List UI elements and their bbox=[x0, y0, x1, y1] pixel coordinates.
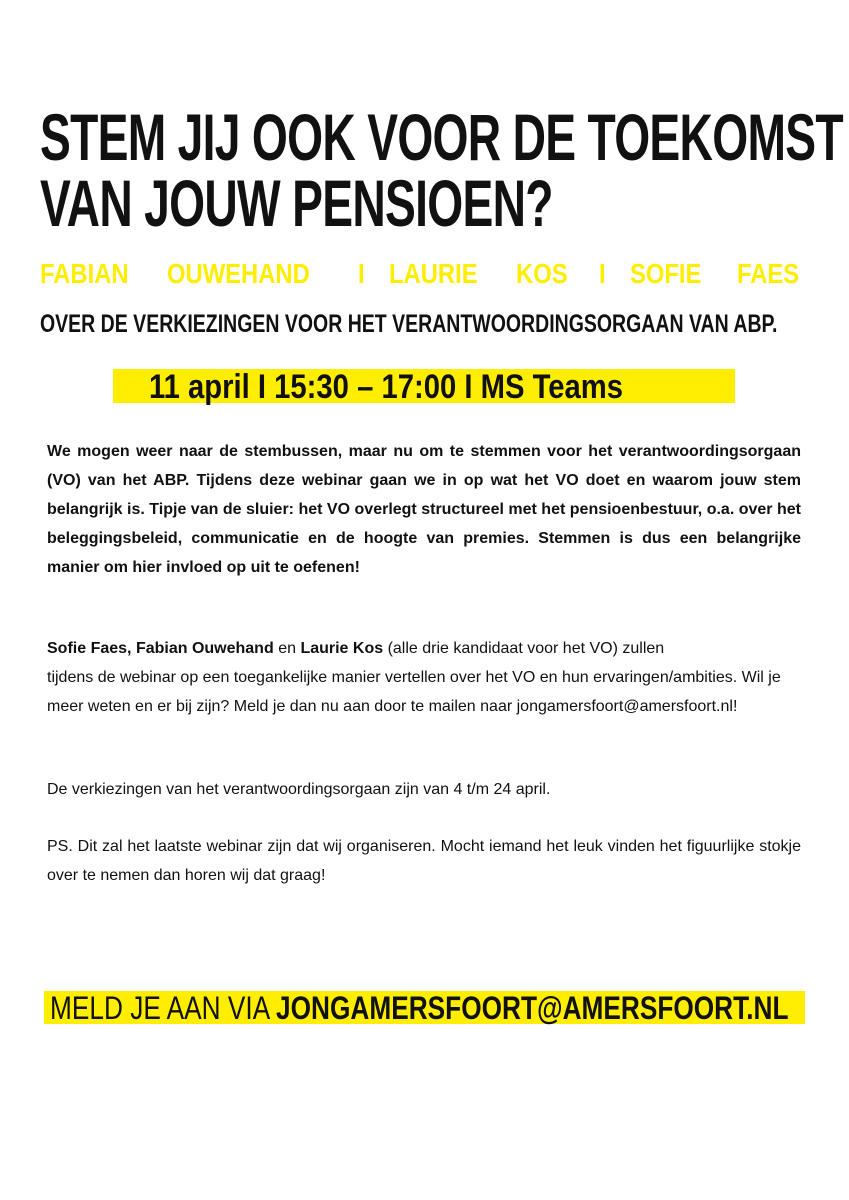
ps-paragraph: PS. Dit zal het laatste webinar zijn dat wij organiseren. Mocht iemand het leuk vinden het figuurlijke stokje over te nemen dan horen wij dat graag! bbox=[47, 838, 801, 884]
event-details: 11 april I 15:30 – 17:00 I MS Teams bbox=[149, 368, 624, 406]
speaker-separator: I bbox=[357, 258, 365, 289]
speaker-last-name: KOS bbox=[515, 258, 568, 289]
speaker-first-name: SOFIE bbox=[629, 258, 702, 289]
title-line-2: VAN JOUW PENSIOEN? bbox=[40, 166, 553, 240]
speaker-last-name: FAES bbox=[736, 258, 800, 289]
candidate-name: Fabian Ouwehand bbox=[135, 640, 274, 657]
election-period-text: De verkiezingen van het verantwoordingsorgaan zijn van 4 t/m 24 april. bbox=[47, 781, 551, 798]
candidates-paragraph bbox=[47, 634, 801, 721]
candidates-line1-text: (alle drie kandidaat voor het VO) zullen bbox=[387, 640, 665, 657]
page-title bbox=[40, 100, 843, 240]
intro-paragraph: We mogen weer naar de stembussen, maar nu om te stemmen voor het verantwoordingsorgaan (VO) van het ABP. Tijdens deze webinar gaan we in op wat het VO doet en waarom jouw stem belangrijk is. Tipje van de sluier: het VO overlegt structureel met het pensioenbestuur, o.a. over het beleggingsbeleid, communicatie en de hoogte van premies. Stemmen is dus een belangrijke manier om hier invloed op uit te oefenen! bbox=[47, 443, 801, 576]
signup-email-link[interactable]: JONGAMERSFOORT@AMERSFOORT.NL bbox=[276, 990, 789, 1026]
event-details-banner bbox=[113, 368, 735, 406]
candidates-joiner: en bbox=[278, 640, 296, 657]
speaker-first-name: FABIAN bbox=[40, 258, 129, 289]
speaker-first-name: LAURIE bbox=[388, 258, 478, 289]
speaker-names bbox=[40, 257, 810, 291]
signup-prefix: MELD JE AAN VIA bbox=[50, 990, 269, 1026]
candidates-body-text: tijdens de webinar op een toegankelijke manier vertellen over het VO en hun ervaringen/ambities. Wil je meer weten en er bij zijn? Meld je dan nu aan door te mailen naar jongamersfoort@amersfoort.nl! bbox=[47, 669, 781, 715]
candidate-name: Sofie Faes, bbox=[47, 640, 132, 657]
speaker-last-name: OUWEHAND bbox=[167, 258, 310, 289]
signup-banner bbox=[44, 991, 805, 1024]
title-line-1: STEM JIJ OOK VOOR DE TOEKOMST bbox=[40, 100, 843, 174]
speaker-separator: I bbox=[599, 258, 606, 289]
signup-text bbox=[50, 991, 789, 1025]
subtitle: OVER DE VERKIEZINGEN VOOR HET VERANTWOORDINGSORGAAN VAN ABP. bbox=[40, 310, 778, 338]
candidate-name: Laurie Kos bbox=[300, 640, 384, 657]
